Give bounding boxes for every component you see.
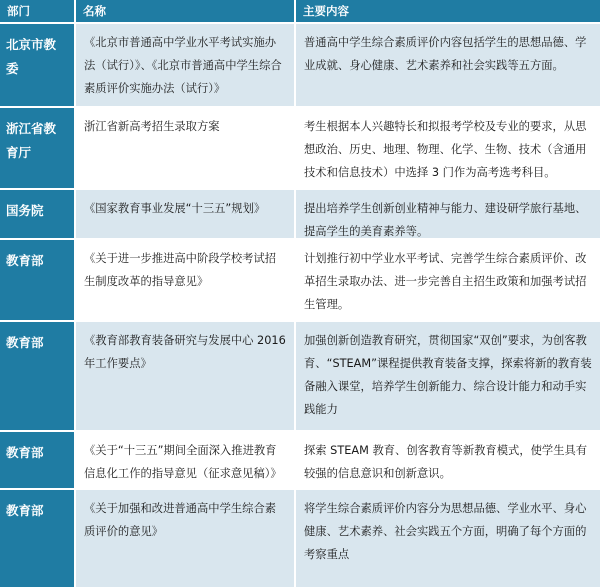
row-name: 《关于“十三五”期间全面深入推进教育信息化工作的指导意见（征求意见稿）》 [76,432,296,490]
row-content: 计划推行初中学业水平考试、完善学生综合素质评价、改革招生录取办法、进一步完善自主招生政策和加强考试招生管理。 [296,240,600,322]
row-dept: 浙江省教育厅 [0,108,76,190]
row-content: 探索 STEAM 教育、创客教育等新教育模式，使学生具有较强的信息意识和创新意识。 [296,432,600,490]
row-dept: 教育部 [0,432,76,490]
row-dept: 教育部 [0,240,76,322]
row-content: 提出培养学生创新创业精神与能力、建设研学旅行基地、提高学生的美育素养等。 [296,190,600,240]
row-name: 浙江省新高考招生录取方案 [76,108,296,190]
row-content: 将学生综合素质评价内容分为思想品德、学业水平、身心健康、艺术素养、社会实践五个方面，明确了每个方面的考察重点 [296,490,600,587]
header-content: 主要内容 [296,0,600,22]
row-name: 《关于进一步推进高中阶段学校考试招生制度改革的指导意见》 [76,240,296,322]
header-dept: 部门 [0,0,76,22]
row-content: 普通高中学生综合素质评价内容包括学生的思想品德、学业成就、身心健康、艺术素养和社会实践等五方面。 [296,24,600,108]
row-dept: 国务院 [0,190,76,240]
row-content: 加强创新创造教育研究，贯彻国家“双创”要求，为创客教育、“STEAM”课程提供教育装备支撑，探索将新的教育装备融入课堂，培养学生创新能力、综合设计能力和动手实践能力 [296,322,600,432]
row-name: 《国家教育事业发展“十三五”规划》 [76,190,296,240]
row-name: 《北京市普通高中学业水平考试实施办法（试行）》、《北京市普通高中学生综合素质评价实施办法（试行）》 [76,24,296,108]
row-name: 《关于加强和改进普通高中学生综合素质评价的意见》 [76,490,296,587]
row-dept: 北京市教委 [0,24,76,108]
header-name: 名称 [76,0,296,22]
row-dept: 教育部 [0,490,76,587]
row-content: 考生根据本人兴趣特长和拟报考学校及专业的要求，从思想政治、历史、地理、物理、化学、生物、技术（含通用技术和信息技术）中选择 3 门作为高考选考科目。 [296,108,600,190]
row-dept: 教育部 [0,322,76,432]
row-name: 《教育部教育装备研究与发展中心 2016 年工作要点》 [76,322,296,432]
